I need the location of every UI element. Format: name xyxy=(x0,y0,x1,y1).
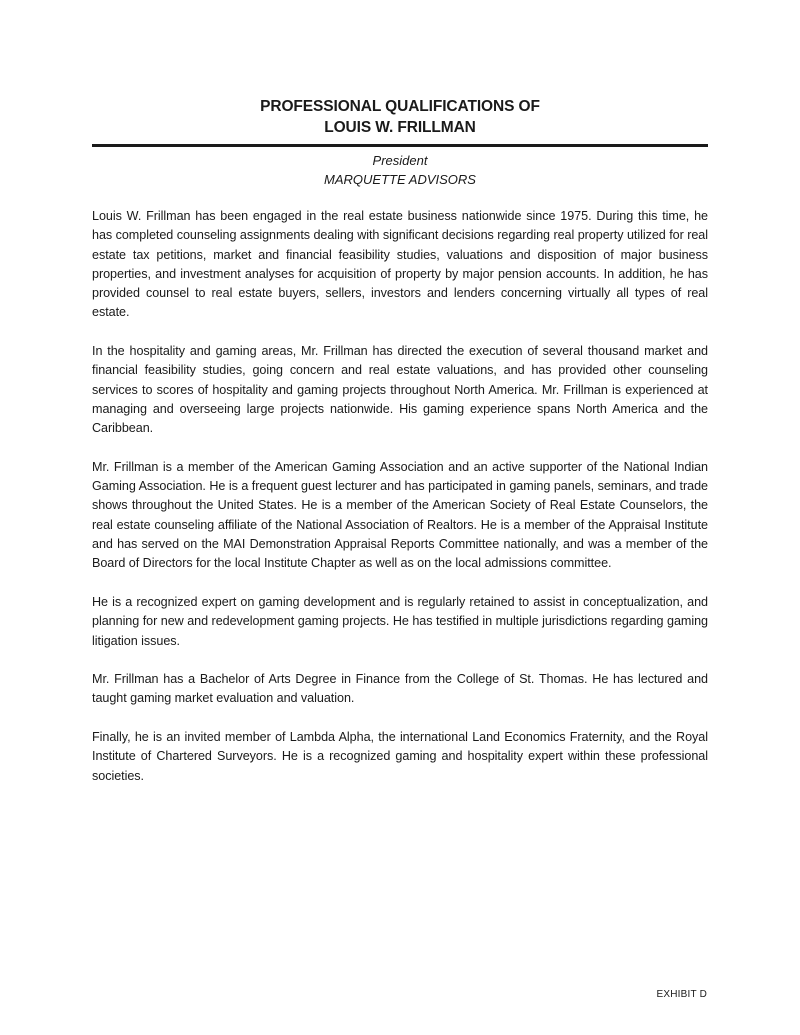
document-body xyxy=(92,207,708,805)
document-title xyxy=(92,96,708,138)
title-line-1: PROFESSIONAL QUALIFICATIONS OF xyxy=(260,98,540,115)
subtitle-block xyxy=(92,151,708,189)
position-title: President xyxy=(372,153,428,168)
paragraph-memberships: Mr. Frillman is a member of the American Gaming Association and an active supporter of the National Indian Gaming Association. He is a frequent guest lecturer and has participated in gaming panels, seminars, and trade shows throughout the United States. He is a member of the American Society of Real Estate Counselors, the real estate counseling affiliate of the National Association of Realtors. He is a member of the Appraisal Institute and has served on the MAI Demonstration Appraisal Reports Committee nationally, and was a member of the Board of Directors for the local Institute Chapter as well as on the local admissions committee. xyxy=(92,459,708,571)
title-line-2: LOUIS W. FRILLMAN xyxy=(324,119,476,136)
title-divider xyxy=(92,144,708,147)
exhibit-label: EXHIBIT D xyxy=(656,989,707,1000)
company-name: MARQUETTE ADVISORS xyxy=(324,172,476,187)
paragraph-expertise: He is a recognized expert on gaming development and is regularly retained to assist in conceptualization, and planning for new and redevelopment gaming projects. He has testified in multiple jurisdictions regarding gaming litigation issues. xyxy=(92,594,708,648)
paragraph-education: Mr. Frillman has a Bachelor of Arts Degree in Finance from the College of St. Thomas. He has lectured and taught gaming market evaluation and valuation. xyxy=(92,672,708,706)
paragraph-experience: Louis W. Frillman has been engaged in the real estate business nationwide since 1975. During this time, he has completed counseling assignments dealing with significant decisions regarding real property utilized for real estate tax petitions, market and financial feasibility studies, valuations and disposition of major business properties, and investment analyses for acquisition of property by major pension accounts. In addition, he has provided counsel to real estate buyers, sellers, investors and lenders concerning virtually all types of real estate. xyxy=(92,209,708,320)
paragraph-hospitality-gaming: In the hospitality and gaming areas, Mr. Frillman has directed the execution of several thousand market and financial feasibility studies, going concern and real estate valuations, and has provided other counseling services to scores of hospitality and gaming projects throughout North America. Mr. Frillman is experienced at managing and overseeing large projects nationwide. His gaming experience spans North America and the Caribbean. xyxy=(92,344,708,436)
paragraph-societies: Finally, he is an invited member of Lambda Alpha, the international Land Economics Fraternity, and the Royal Institute of Chartered Surveyors. He is a recognized gaming and hospitality expert within these professional societies. xyxy=(92,730,708,783)
